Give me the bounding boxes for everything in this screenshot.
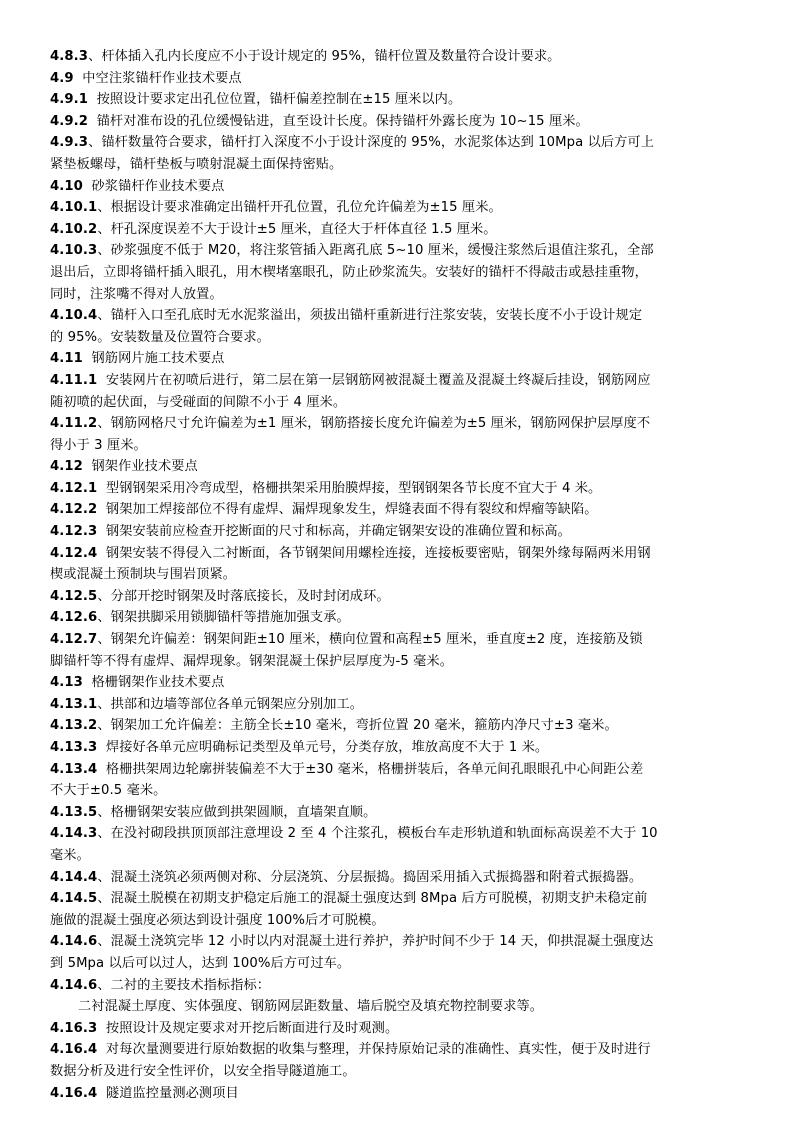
section-number: 4.8.3 xyxy=(50,49,89,64)
text-line xyxy=(50,154,746,176)
text-line xyxy=(50,953,746,975)
line-text: 格栅钢架作业技术要点 xyxy=(82,675,225,691)
section-number: 4.16.3 xyxy=(50,1020,98,1036)
line-text: 、钢架允许偏差：钢架间距±10 厘米，横向位置和高程±5 厘米，垂直度±2 度，连接筋及锁 xyxy=(97,632,643,648)
line-text: 锚杆对准布设的孔位缓慢钻进，直至设计长度。保持锚杆外露长度为 10~15 厘米。 xyxy=(88,113,589,129)
text-line xyxy=(50,240,746,262)
line-text: 随初喷的起伏面，与受碰面的间隙不小于 4 厘米。 xyxy=(50,394,347,410)
line-text: 、格栅钢架安装应做到拱架圆顺，直墙架直顺。 xyxy=(97,804,377,820)
text-line xyxy=(50,1083,746,1105)
section-number: 4.10.4 xyxy=(50,308,98,324)
line-text: 对每次量测要进行原始数据的收集与整理，并保持原始记录的准确性、真实性，便于及时进行 xyxy=(97,1042,651,1058)
text-line xyxy=(50,456,746,478)
section-number: 4.11.2 xyxy=(50,416,98,432)
line-text: 隧道监控量测必测项目 xyxy=(97,1085,239,1101)
line-text: 施做的混凝土强度必须达到设计强度 100%后才可脱模。 xyxy=(50,912,385,928)
section-number: 4.9.2 xyxy=(50,113,89,129)
text-line xyxy=(50,219,746,241)
section-number: 4.12.3 xyxy=(50,524,98,540)
line-text: 楔或混凝土预制块与围岩顶紧。 xyxy=(50,567,237,583)
line-text: 焊接好各单元应明确标记类型及单元号，分类存放，堆放高度不大于 1 米。 xyxy=(97,740,549,755)
line-text: 钢架加工焊接部位不得有虚焊、漏焊现象发生，焊缝表面不得有裂纹和焊瘤等缺陷。 xyxy=(97,502,598,518)
text-line xyxy=(50,435,746,457)
text-line xyxy=(50,262,746,284)
text-line xyxy=(50,1018,746,1040)
section-number: 4.14.3 xyxy=(50,826,98,842)
line-text: 砂浆锚杆作业技术要点 xyxy=(82,178,225,194)
section-number: 4.13.2 xyxy=(50,718,98,734)
text-line xyxy=(50,780,746,802)
line-text: 、砂浆强度不低于 M20，将注浆管插入距离孔底 5~10 厘米，缓慢注浆然后退值注浆孔，全部 xyxy=(97,243,654,259)
text-line xyxy=(50,802,746,824)
text-line xyxy=(50,392,746,414)
line-text: 中空注浆锚杆作业技术要点 xyxy=(73,70,242,86)
line-text: 、在没衬砌段拱顶顶部注意埋设 2 至 4 个注浆孔，模板台车走形轨道和轨面标高误差不大于 10 xyxy=(97,826,658,842)
line-text: 、拱部和边墙等部位各单元钢架应分别加工。 xyxy=(97,696,364,712)
section-number: 4.10 xyxy=(50,178,83,194)
text-line xyxy=(50,176,746,198)
text-line xyxy=(50,543,746,565)
line-text: 脚锚杆等不得有虚焊、漏焊现象。钢架混凝土保护层厚度为-5 毫米。 xyxy=(50,653,453,669)
line-text: 紧垫板螺母，锚杆垫板与喷射混凝土面保持密贴。 xyxy=(50,156,343,172)
section-number: 4.14.4 xyxy=(50,869,98,885)
section-number: 4.13 xyxy=(50,675,83,691)
line-text: 毫米。 xyxy=(50,847,90,863)
section-number: 4.13.3 xyxy=(50,740,98,755)
text-line xyxy=(50,564,746,586)
text-line xyxy=(50,499,746,521)
text-line xyxy=(50,1039,746,1061)
line-text: 、钢架加工允许偏差：主筋全长±10 毫米，弯折位置 20 毫米，箍筋内净尺寸±3 毫米。 xyxy=(97,718,618,734)
line-text: 、分部开挖时钢架及时落底接长，及时封闭成环。 xyxy=(97,588,390,604)
line-text: 钢架安装不得侵入二衬断面，各节钢架间用螺栓连接，连接板要密贴，钢架外缘每隔两米用钢 xyxy=(97,545,651,561)
text-line xyxy=(50,651,746,673)
line-text: 按照设计要求定出孔位位置，锚杆偏差控制在±15 厘米以内。 xyxy=(88,92,462,108)
section-number: 4.14.5 xyxy=(50,891,98,907)
text-line xyxy=(50,521,746,543)
line-text: 安装网片在初喷后进行，第二层在第一层钢筋网被混凝土覆盖及混凝土终凝后挂设，钢筋网应 xyxy=(97,372,651,388)
text-line xyxy=(50,89,746,111)
text-line xyxy=(50,132,746,154)
line-text: 的 95%。安装数量及位置符合要求。 xyxy=(50,329,270,345)
section-number: 4.9 xyxy=(50,70,74,86)
text-line xyxy=(50,607,746,629)
text-line xyxy=(50,327,746,349)
text-line xyxy=(50,197,746,219)
line-text: 、混凝土脱模在初期支护稳定后施工的混凝土强度达到 8Mpa 后方可脱模，初期支护未稳定前 xyxy=(97,891,648,907)
text-line xyxy=(50,910,746,932)
line-text: 、杆体插入孔内长度应不小于设计规定的 95%，锚杆位置及数量符合设计要求。 xyxy=(88,49,561,64)
text-line xyxy=(50,1061,746,1083)
line-text: 、根据设计要求准确定出锚杆开孔位置，孔位允许偏差为±15 厘米。 xyxy=(97,200,502,216)
text-line xyxy=(50,370,746,392)
line-text: 、钢架拱脚采用锁脚锚杆等措施加强支承。 xyxy=(97,610,350,626)
text-line xyxy=(50,68,746,90)
text-line xyxy=(50,111,746,133)
line-text: 二衬混凝土厚度、实体强度、钢筋网层距数量、墙后脱空及填充物控制要求等。 xyxy=(78,999,544,1015)
text-line xyxy=(50,672,746,694)
text-line xyxy=(50,996,746,1018)
section-number: 4.16.4 xyxy=(50,1042,98,1058)
text-line xyxy=(50,823,746,845)
line-text: 、锚杆数量符合要求，锚杆打入深度不小于设计深度的 95%，水泥浆体达到 10Mpa 以后方可上 xyxy=(88,135,655,151)
text-line xyxy=(50,888,746,910)
section-number: 4.14.6 xyxy=(50,977,98,993)
line-text: 数据分析及进行安全性评价，以安全指导隧道施工。 xyxy=(50,1063,356,1079)
text-line xyxy=(50,694,746,716)
section-number: 4.12.6 xyxy=(50,610,98,626)
text-line xyxy=(50,586,746,608)
section-number: 4.13.4 xyxy=(50,761,98,777)
section-number: 4.12.1 xyxy=(50,480,98,496)
section-number: 4.12.5 xyxy=(50,588,98,604)
text-line xyxy=(50,737,746,759)
text-line xyxy=(50,845,746,867)
text-line xyxy=(50,413,746,435)
text-line xyxy=(50,629,746,651)
text-line xyxy=(50,348,746,370)
line-text: 按照设计及规定要求对开挖后断面进行及时观测。 xyxy=(97,1020,399,1036)
line-text: 、锚杆入口至孔底时无水泥浆溢出，须拔出锚杆重新进行注浆安装，安装长度不小于设计规定 xyxy=(97,308,643,324)
text-line xyxy=(50,305,746,327)
section-number: 4.10.2 xyxy=(50,221,98,237)
section-number: 4.9.3 xyxy=(50,135,89,151)
line-text: 、杆孔深度误差不大于设计±5 厘米，直径大于杆体直径 1.5 厘米。 xyxy=(97,221,497,237)
line-text: 钢架安装前应检查开挖断面的尺寸和标高，并确定钢架安设的准确位置和标高。 xyxy=(97,524,571,540)
text-line xyxy=(50,759,746,781)
section-number: 4.12.4 xyxy=(50,545,98,561)
line-text: 、钢筋网格尺寸允许偏差为±1 厘米，钢筋搭接长度允许偏差为±5 厘米，钢筋网保护层厚度不 xyxy=(97,416,651,432)
section-number: 4.10.1 xyxy=(50,200,98,216)
section-number: 4.16.4 xyxy=(50,1085,98,1101)
section-number: 4.11.1 xyxy=(50,372,98,388)
line-text: 同时，注浆嘴不得对人放置。 xyxy=(50,286,223,302)
text-line xyxy=(50,715,746,737)
text-line xyxy=(50,478,746,500)
section-number: 4.12 xyxy=(50,459,83,475)
line-text: 得小于 3 厘米。 xyxy=(50,437,147,453)
text-line xyxy=(50,46,746,68)
line-text: 退出后，立即将锚杆插入眼孔，用木楔堵塞眼孔，防止砂浆流失。安装好的锚杆不得敲击或悬挂重物， xyxy=(50,264,648,280)
section-number: 4.10.3 xyxy=(50,243,98,259)
text-line xyxy=(50,284,746,306)
section-number: 4.11 xyxy=(50,351,83,367)
line-text: 到 5Mpa 以后可以过人，达到 100%后方可过车。 xyxy=(50,955,351,971)
line-text: 、混凝土浇筑完毕 12 小时以内对混凝土进行养护，养护时间不少于 14 天，仰拱混凝土强度达 xyxy=(97,934,654,950)
section-number: 4.9.1 xyxy=(50,92,89,108)
section-number: 4.14.6 xyxy=(50,934,98,950)
text-line xyxy=(50,931,746,953)
text-line xyxy=(50,975,746,997)
line-text: 格栅拱架周边轮廓拼装偏差不大于±30 毫米，格栅拼装后，各单元间孔眼眼孔中心间距公差 xyxy=(97,761,644,777)
line-text: 、二衬的主要技术指标指标： xyxy=(97,977,271,993)
section-number: 4.13.5 xyxy=(50,804,98,820)
section-number: 4.12.2 xyxy=(50,502,98,518)
line-text: 钢筋网片施工技术要点 xyxy=(82,351,225,367)
line-text: 型钢钢架采用冷弯成型，格栅拱架采用胎膜焊接，型钢钢架各节长度不宜大于 4 米。 xyxy=(97,480,602,496)
line-text: 钢架作业技术要点 xyxy=(82,459,198,475)
section-number: 4.13.1 xyxy=(50,696,98,712)
text-line xyxy=(50,867,746,889)
line-text: 不大于±0.5 毫米。 xyxy=(50,783,167,799)
line-text: 、混凝土浇筑必须两侧对称、分层浇筑、分层振捣。捣固采用插入式振捣器和附着式振捣器。 xyxy=(97,869,643,885)
section-number: 4.12.7 xyxy=(50,632,98,648)
